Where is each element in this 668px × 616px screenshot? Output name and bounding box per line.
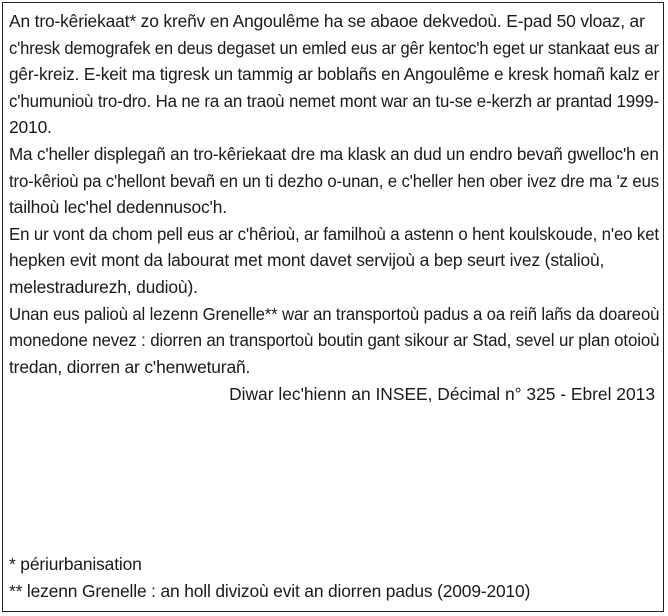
text-line: En ur vont da chom pell eus ar c'hêrioù, ar familhoù a astenn o hent koulskoude, n'eo ket bbox=[9, 223, 659, 244]
paragraph-1 bbox=[9, 8, 659, 141]
footnote-1: * périurbanisation bbox=[9, 554, 142, 574]
text-line: c'humunioù tro-dro. Ha ne ra an traoù nemet mont war an tu-se e-kerzh ar prantad 1999- bbox=[9, 90, 659, 111]
article-body bbox=[9, 8, 659, 408]
text-line: monedone nevez : diorren an transportoù boutin gant sikour ar Stad, sevel ur plan otoioù bbox=[9, 330, 660, 351]
text-line: Ma c'heller displegañ an tro-kêriekaat dre ma klask an dud un endro bevañ gwelloc'h en bbox=[9, 143, 659, 164]
paragraph-2 bbox=[9, 141, 659, 221]
text-line: melestradurezh, dudioù). bbox=[9, 276, 198, 297]
text-line: Unan eus palioù al lezenn Grenelle** war an transportoù padus a oa reiñ lañs da doareoù bbox=[9, 303, 660, 324]
source-citation: Diwar lec'hienn an INSEE, Décimal n° 325 - Ebrel 2013 bbox=[229, 384, 655, 405]
footnotes bbox=[9, 551, 659, 604]
text-line: An tro-kêriekaat* zo kreñv en Angoulême ha se abaoe dekvedoù. E-pad 50 vloaz, ar bbox=[9, 11, 645, 31]
text-line: 2010. bbox=[9, 117, 52, 138]
paragraph-4 bbox=[9, 301, 659, 381]
document-frame bbox=[2, 2, 664, 612]
footnote-2: ** lezenn Grenelle : an holl divizoù evit an diorren padus (2009-2010) bbox=[9, 580, 531, 601]
text-line: tro-kêrioù pa c'hellont bevañ en un ti dezho o-unan, e c'heller hen ober ivez dre ma 'z eus bbox=[9, 170, 660, 191]
text-line: c'hresk demografek en deus degaset un emled eus ar gêr kentoc'h eget ur stankaat eus ar bbox=[9, 37, 659, 58]
text-line: tredan, diorren ar c'henweturañ. bbox=[9, 356, 251, 377]
text-line: gêr-kreiz. E-keit ma tigresk un tammig ar boblañs en Angoulême e kresk homañ kalz er bbox=[9, 64, 660, 85]
text-line: hepken evit mont da labourat met mont davet servijoù a bep seurt ivez (staliоù, bbox=[9, 250, 605, 271]
paragraph-3 bbox=[9, 221, 659, 301]
text-line: tailhoù lec'hel dedennusoc'h. bbox=[9, 197, 227, 218]
